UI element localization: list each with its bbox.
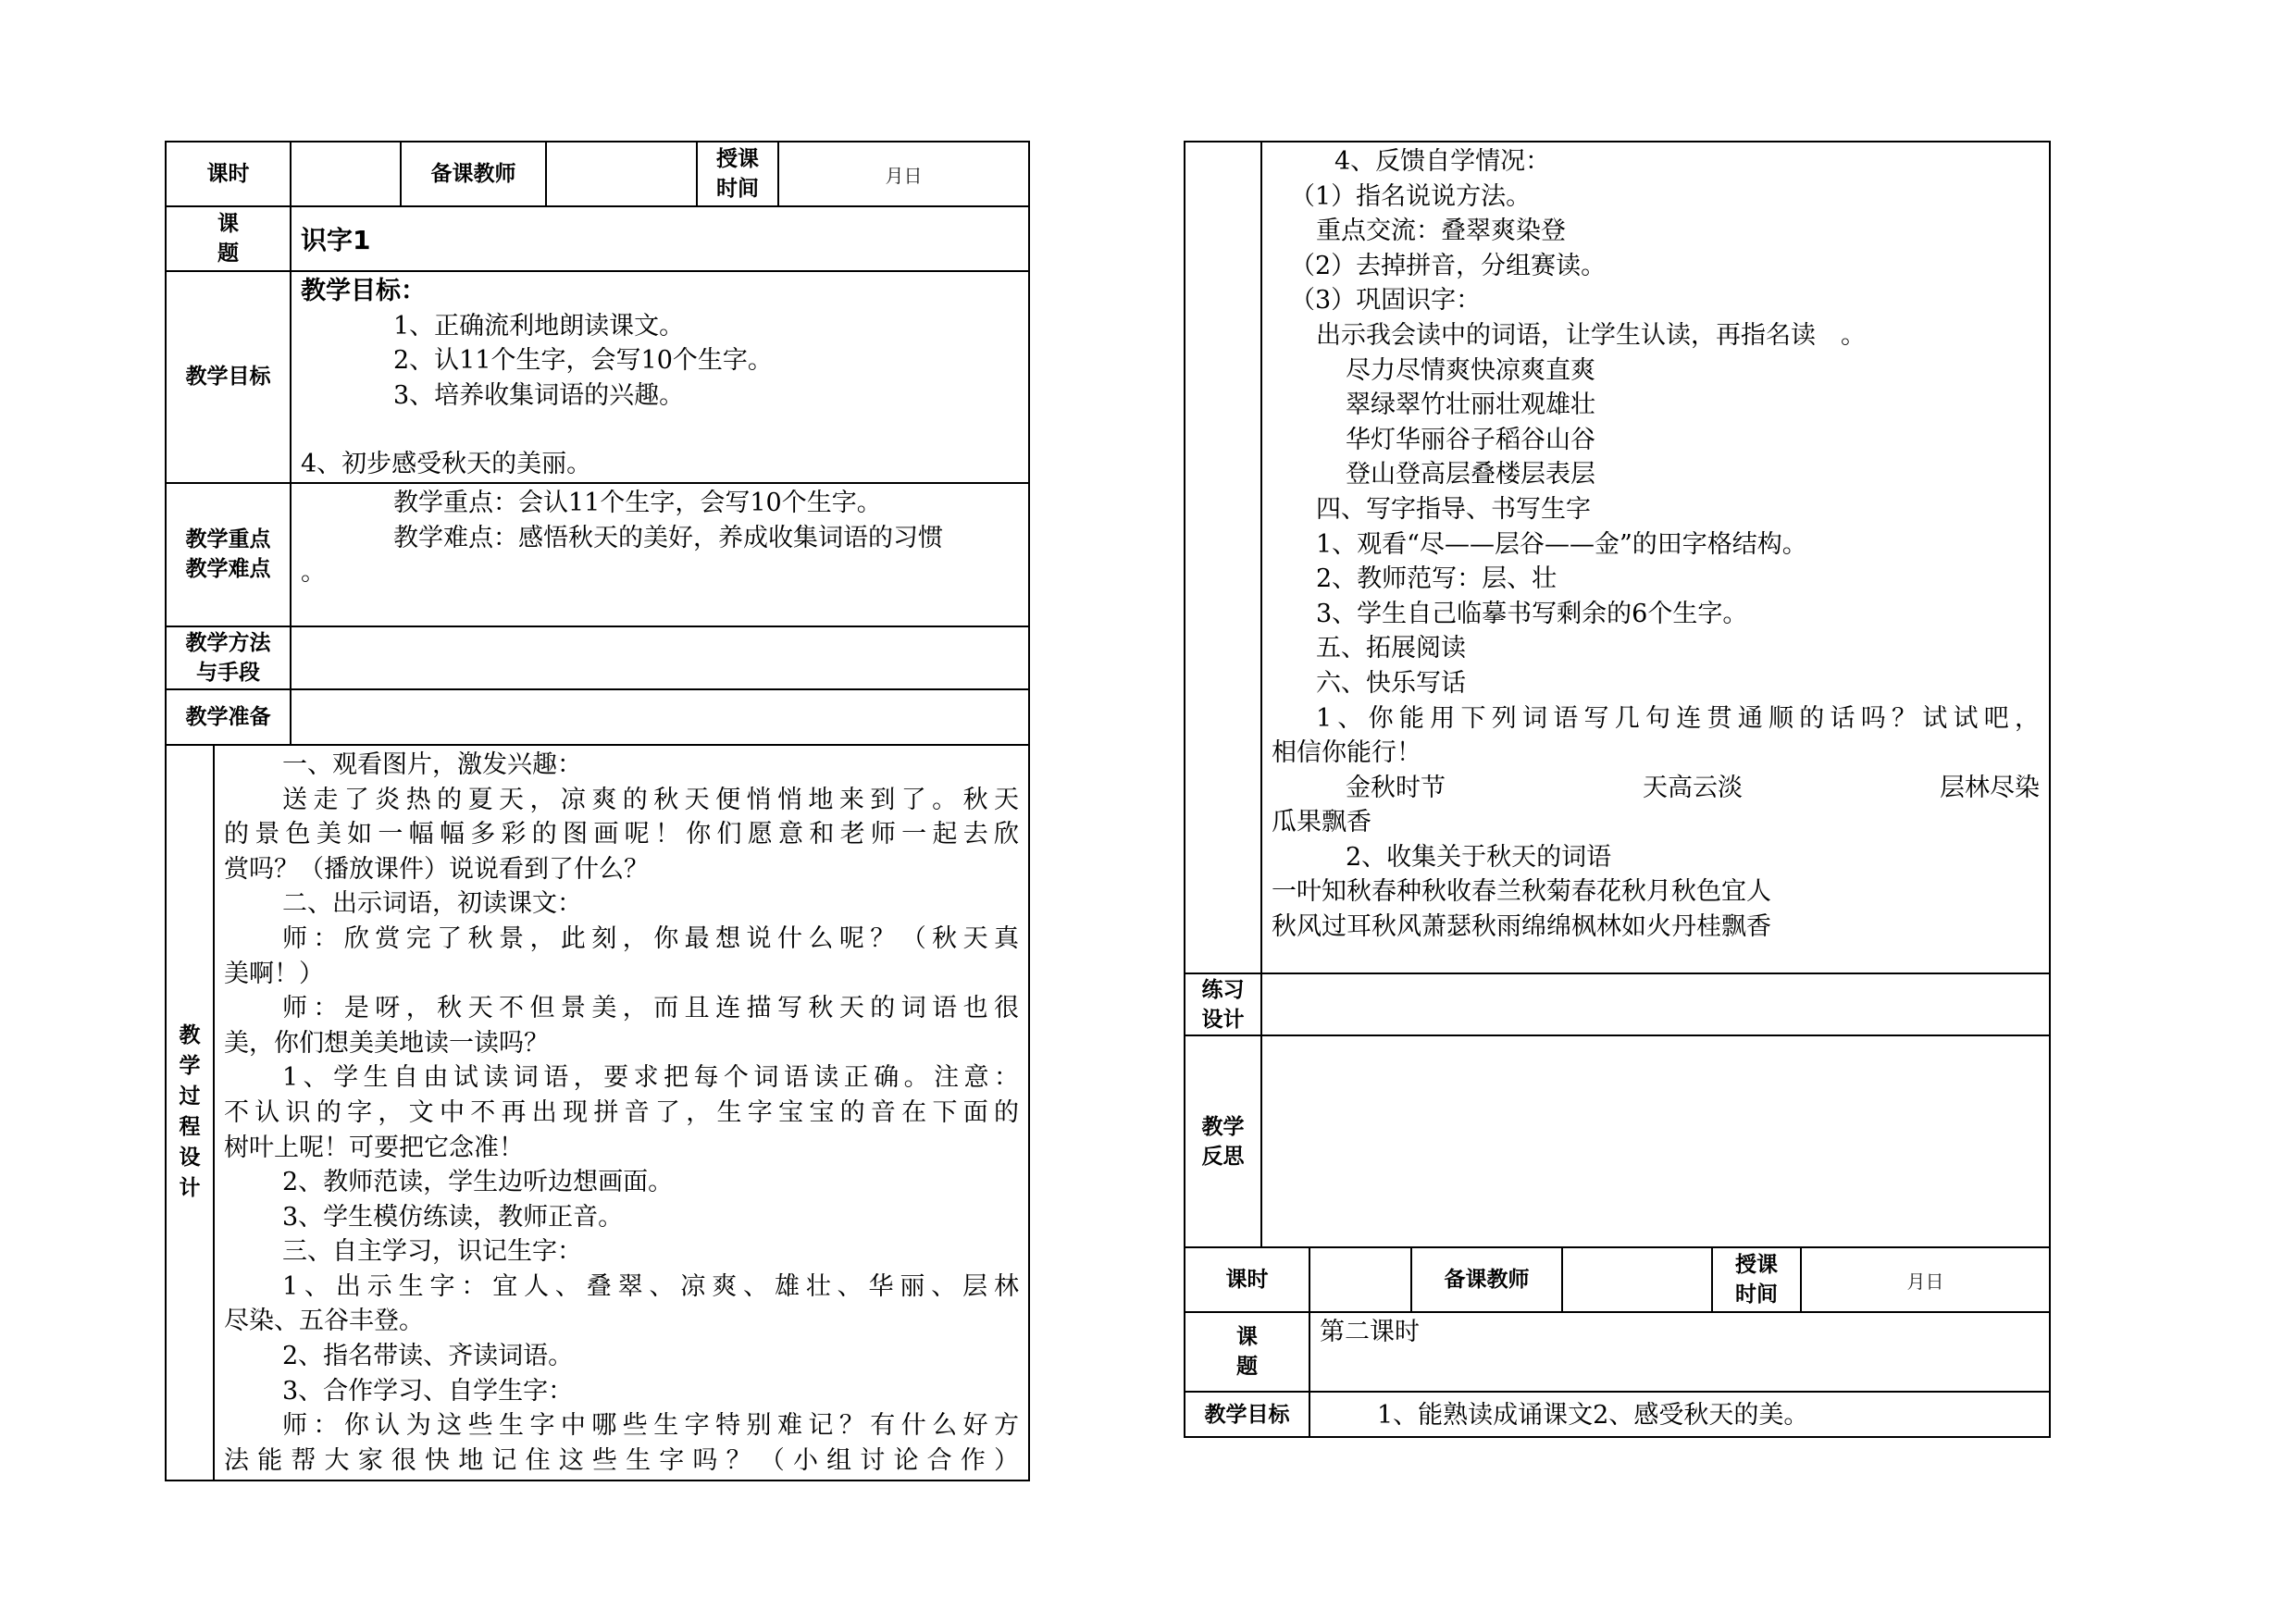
process-label [166,745,214,1481]
reflection-label-line-1: 教学 [1201,1114,1245,1139]
topic-label-2: 课题 [1185,1312,1309,1392]
time-label [697,142,778,206]
process-line: 赏吗？（播放课件）说说看到了什么？ [224,854,649,884]
goal-item: 4、初步感受秋天的美丽。 [301,450,592,479]
process-content [214,745,1029,1481]
process-line: 师：欣赏完了秋景，此刻，你最想说什么呢？（秋天真 [282,923,1019,953]
phrase: 金秋时节 [1346,773,1446,802]
focus-difficulty: 教学难点：感悟秋天的美好，养成收集词语的习惯 [393,523,943,552]
goals-content [291,271,1029,483]
process-cont-line: 登山登高层叠楼层表层 [1346,460,1595,489]
process-label-char: 程 [179,1115,201,1140]
period-value-2 [1309,1247,1411,1312]
goals-label: 教学目标 [166,271,291,483]
period-value [291,142,401,206]
focus-label-line-1: 教学重点 [185,527,271,552]
goals-value-2 [1309,1392,2050,1437]
focus-difficulty-tail: 。 [301,558,326,588]
teacher-label-2: 备课教师 [1411,1247,1562,1312]
practice-label-line-2: 设计 [1201,1007,1245,1032]
process-label-char: 计 [179,1176,201,1201]
method-label-line-2: 与手段 [196,660,260,685]
process-line: 的景色美如一幅幅多彩的图画呢！你们愿意和老师一起去欣 [224,820,1019,849]
method-value [291,626,1029,689]
process-cont-line: 一叶知秋春种秋收春兰秋菊春花秋月秋色宜人 [1272,877,1771,907]
topic-label: 课题 [166,206,291,271]
process-cont-line: 2、收集关于秋天的词语 [1346,842,1612,872]
process-cont-line: 3、学生自己临摹书写剩余的6个生字。 [1316,599,1748,628]
process-label-char: 教 [179,1023,201,1048]
goals-value-2-text: 1、能熟读成诵课文2、感受秋天的美。 [1377,1400,1809,1430]
phrase: 层林尽染 [1940,773,2040,802]
time-value-2: 月日 [1801,1247,2050,1312]
process-cont-line: 华灯华丽谷子稻谷山谷 [1346,425,1595,454]
goal-spacer [301,413,1019,447]
process-line: 2、指名带读、齐读词语。 [282,1342,574,1371]
time-label-line-1: 授课 [716,147,759,171]
process-line: 不认识的字，文中不再出现拼音了，生字宝宝的音在下面的 [224,1097,1019,1127]
goals-heading: 教学目标： [301,277,426,305]
practice-label [1185,973,1261,1035]
process-label-char: 学 [179,1054,201,1079]
phrase: 天高云淡 [1643,773,1743,802]
process-line: 3、学生模仿练读，教师正音。 [282,1202,624,1232]
process-cont-line: （3）巩固识字： [1290,286,1482,316]
teacher-value-2 [1562,1247,1712,1312]
process-cont-content [1261,142,2050,973]
process-line: 2、教师范读，学生边听边想画面。 [282,1168,674,1197]
process-line: 1、学生自由试读词语，要求把每个词语读正确。注意： [282,1063,1019,1093]
process-label-char: 过 [179,1084,201,1109]
process-line: 尽染、五谷丰登。 [224,1307,424,1336]
practice-label-line-1: 练习 [1201,977,1245,1002]
process-cont-line: 出示我会读中的词语，让学生认读，再指名读 。 [1316,320,1866,350]
process-line: 树叶上呢！可要把它念准！ [224,1133,524,1162]
process-line: 师：你认为这些生字中哪些生字特别难记？有什么好方 [282,1411,1019,1441]
goal-item: 2、认11个生字，会写10个生字。 [393,346,773,376]
process-cont-line: 4、反馈自学情况： [1334,147,1551,176]
process-cont-label [1185,142,1261,973]
process-line: 一、观看图片，激发兴趣： [282,750,582,779]
period-label-2: 课时 [1185,1247,1309,1312]
process-cont-line: 五、拓展阅读 [1316,634,1466,663]
time-label-line-2: 时间 [716,177,759,201]
method-label [166,626,291,689]
focus-content [291,483,1029,626]
lesson-plan-table-right [1184,141,2051,1438]
phrase-row [1272,771,2040,806]
process-cont-line: 1、观看“尽——层谷——金”的田字格结构。 [1316,529,1807,559]
reflection-label-line-2: 反思 [1201,1144,1245,1169]
reflection-label [1185,1035,1261,1247]
process-cont-line: 2、教师范写：层、壮 [1316,564,1558,594]
teacher-value [546,142,697,206]
process-cont-line: 尽力尽情爽快凉爽直爽 [1346,355,1595,385]
process-line: 1、出示生字：宜人、叠翠、凉爽、雄壮、华丽、层林 [282,1271,1019,1301]
time-label-2-line-1: 授课 [1735,1253,1778,1277]
prep-label: 教学准备 [166,689,291,745]
process-line: 3、合作学习、自学生字： [282,1376,574,1406]
process-cont-line: 四、写字指导、书写生字 [1316,494,1591,524]
practice-value [1261,973,2050,1035]
process-line: 三、自主学习，识记生字： [282,1237,582,1267]
goal-item: 3、培养收集词语的兴趣。 [393,380,685,410]
process-line: 美，你们想美美地读一读吗？ [224,1028,549,1058]
process-cont-line: 重点交流：叠翠爽染登 [1316,217,1566,246]
prep-value [291,689,1029,745]
time-label-2 [1712,1247,1801,1312]
time-label-2-line-2: 时间 [1735,1282,1778,1307]
process-line: 师：是呀，秋天不但景美，而且连描写秋天的词语也很 [282,994,1019,1023]
process-line: 美啊！） [224,959,324,988]
reflection-value [1261,1035,2050,1247]
focus-label [166,483,291,626]
goal-item: 1、正确流利地朗读课文。 [393,311,685,341]
process-cont-line: 秋风过耳秋风萧瑟秋雨绵绵枫林如火丹桂飘香 [1272,912,1771,942]
process-line: 法能帮大家很快地记住这些生字吗？（小组讨论合作） [224,1445,1019,1475]
process-cont-line: （1）指名说说方法。 [1290,181,1532,211]
goals-label-2: 教学目标 [1185,1392,1309,1437]
process-cont-line: 翠绿翠竹壮丽壮观雄壮 [1346,390,1595,420]
process-label-char: 设 [179,1146,201,1171]
period-label: 课时 [166,142,291,206]
process-cont-line: 相信你能行！ [1272,738,1421,768]
method-label-line-1: 教学方法 [185,630,271,655]
process-cont-line: 1、你能用下列词语写几句连贯通顺的话吗？试试吧， [1316,703,2040,733]
process-cont-line: 瓜果飘香 [1272,808,1371,837]
topic-value-2: 第二课时 [1309,1312,2050,1392]
topic-value: 识字1 [291,206,1029,271]
lesson-plan-table-left [165,141,1030,1481]
teacher-label: 备课教师 [401,142,546,206]
focus-label-line-2: 教学难点 [185,557,271,582]
process-cont-line: （2）去掉拼音，分组赛读。 [1290,251,1607,280]
process-line: 二、出示词语，初读课文： [282,889,582,919]
process-line: 送走了炎热的夏天，凉爽的秋天便悄悄地来到了。秋天 [282,785,1019,814]
process-cont-line: 六、快乐写话 [1316,668,1466,698]
time-value: 月日 [778,142,1029,206]
focus-key: 教学重点：会认11个生字，会写10个生字。 [393,488,882,517]
